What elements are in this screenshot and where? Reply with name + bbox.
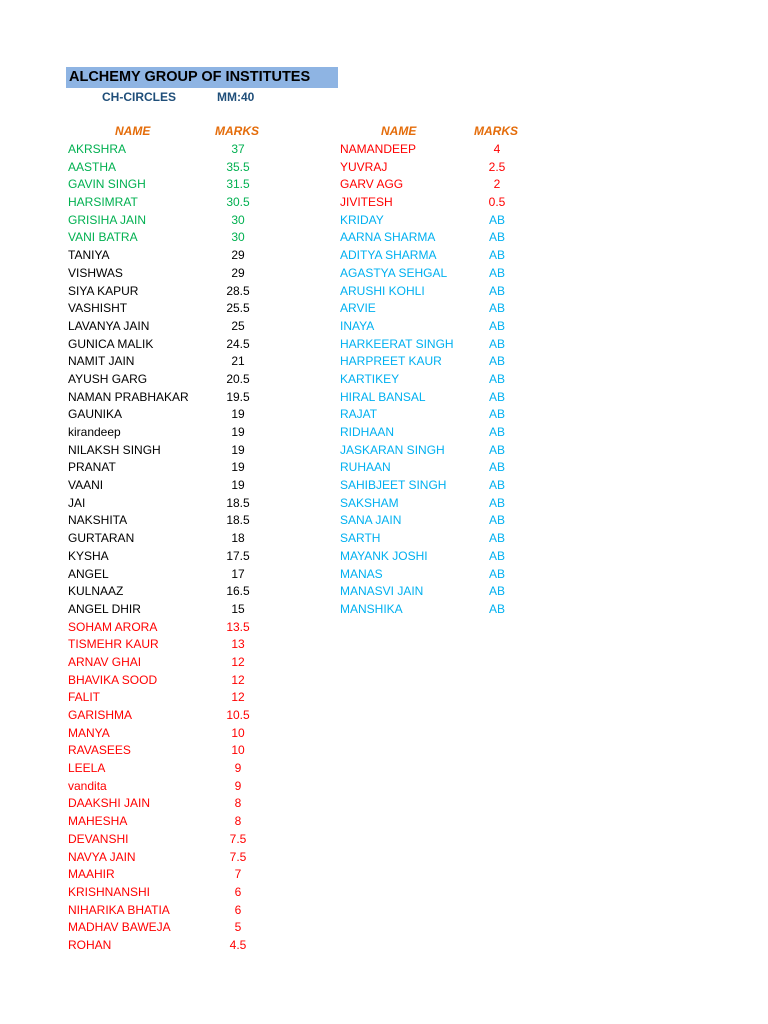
student-marks: AB xyxy=(488,336,505,351)
student-marks: 28.5 xyxy=(226,283,250,298)
student-name: ADITYA SHARMA xyxy=(340,248,437,263)
student-name: JIVITESH xyxy=(340,195,393,210)
student-marks: AB xyxy=(488,248,505,263)
student-marks: 4 xyxy=(493,142,501,156)
student-name: SANA JAIN xyxy=(340,513,402,528)
student-marks: 19 xyxy=(231,460,245,475)
student-name: MANAS xyxy=(340,566,383,581)
table-row xyxy=(68,566,268,584)
table-row xyxy=(68,159,268,177)
student-name: ROHAN xyxy=(68,937,112,952)
student-marks: 35.5 xyxy=(226,159,250,174)
student-name: TANIYA xyxy=(68,248,110,263)
table-row xyxy=(68,530,268,548)
table-row xyxy=(340,283,530,301)
student-name: SOHAM ARORA xyxy=(68,619,158,634)
student-marks: AB xyxy=(488,407,505,422)
student-marks: AB xyxy=(488,389,505,404)
table-row xyxy=(68,689,268,707)
student-marks: 2 xyxy=(493,177,501,192)
student-marks: 8 xyxy=(234,796,242,811)
student-name: PRANAT xyxy=(68,460,116,475)
student-name: KARTIKEY xyxy=(340,371,400,386)
student-name: LAVANYA JAIN xyxy=(68,318,150,333)
student-name: AKRSHRA xyxy=(68,142,127,156)
table-row xyxy=(68,601,268,619)
student-marks: 30.5 xyxy=(226,195,250,210)
table-row xyxy=(340,442,530,460)
student-marks: AB xyxy=(488,478,505,493)
student-marks: 12 xyxy=(231,672,245,687)
student-name: NAMANDEEP xyxy=(340,142,417,156)
student-name: GAUNIKA xyxy=(68,407,123,422)
table-row xyxy=(340,141,530,159)
student-name: GRISIHA JAIN xyxy=(68,212,147,227)
table-row xyxy=(68,583,268,601)
table-row xyxy=(340,530,530,548)
student-name: RAVASEES xyxy=(68,743,131,758)
table-row xyxy=(68,636,268,654)
student-marks: 25 xyxy=(231,318,245,333)
left-name-header: NAME xyxy=(115,124,151,138)
student-name: RUHAAN xyxy=(340,460,391,475)
student-marks: 18.5 xyxy=(226,495,250,510)
table-row xyxy=(340,229,530,247)
student-marks: 18.5 xyxy=(226,513,250,528)
student-marks: AB xyxy=(488,601,505,616)
table-row xyxy=(68,672,268,690)
student-marks: AB xyxy=(488,371,505,386)
left-marks-header: MARKS xyxy=(215,124,259,138)
table-row xyxy=(68,336,268,354)
table-row xyxy=(340,459,530,477)
student-name: VAANI xyxy=(68,478,104,493)
student-marks: AB xyxy=(488,513,505,528)
table-row xyxy=(340,159,530,177)
table-row xyxy=(340,583,530,601)
student-marks: AB xyxy=(488,230,505,245)
student-name: NAMAN PRABHAKAR xyxy=(68,389,189,404)
table-row xyxy=(68,725,268,743)
student-marks: 10.5 xyxy=(226,708,250,722)
left-results-list xyxy=(68,141,268,955)
student-name: JAI xyxy=(68,495,86,510)
student-marks: 6 xyxy=(234,884,242,899)
student-name: SARTH xyxy=(340,531,381,546)
table-row xyxy=(68,742,268,760)
student-name: RIDHAAN xyxy=(340,425,395,439)
student-name: NAVYA JAIN xyxy=(68,849,136,864)
student-marks: 17.5 xyxy=(226,548,250,563)
table-row xyxy=(68,353,268,371)
table-row xyxy=(340,265,530,283)
student-name: ARUSHI KOHLI xyxy=(340,283,425,298)
student-marks: 15 xyxy=(231,601,245,616)
student-marks: 19 xyxy=(231,407,245,422)
student-marks: AB xyxy=(488,460,505,475)
student-marks: AB xyxy=(488,425,505,439)
student-name: KRISHNANSHI xyxy=(68,884,151,899)
table-row xyxy=(340,336,530,354)
student-name: ANGEL xyxy=(68,566,109,581)
student-name: GAVIN SINGH xyxy=(68,177,146,192)
student-name: VISHWAS xyxy=(68,265,123,280)
table-row xyxy=(68,654,268,672)
student-name: AGASTYA SEHGAL xyxy=(340,265,448,280)
table-row xyxy=(68,813,268,831)
student-marks: AB xyxy=(488,283,505,298)
student-marks: 6 xyxy=(234,902,242,917)
student-marks: 10 xyxy=(231,743,245,758)
student-marks: 12 xyxy=(231,654,245,669)
student-marks: 19 xyxy=(231,442,245,457)
student-name: HARPREET KAUR xyxy=(340,354,442,369)
student-marks: 18 xyxy=(231,531,245,546)
table-row xyxy=(340,566,530,584)
student-marks: 17 xyxy=(231,566,245,581)
student-name: MANYA xyxy=(68,725,110,740)
student-marks: 25.5 xyxy=(226,301,250,316)
table-row xyxy=(68,459,268,477)
table-row xyxy=(68,371,268,389)
student-name: SAKSHAM xyxy=(340,495,399,510)
student-marks: 13.5 xyxy=(226,619,250,634)
table-row xyxy=(340,389,530,407)
student-marks: 31.5 xyxy=(226,177,250,192)
table-row xyxy=(68,300,268,318)
table-row xyxy=(68,283,268,301)
student-marks: 12 xyxy=(231,690,245,705)
table-row xyxy=(68,477,268,495)
student-marks: AB xyxy=(488,584,505,599)
student-marks: 9 xyxy=(234,778,242,793)
table-row xyxy=(68,919,268,937)
chapter-label: CH-CIRCLES xyxy=(102,90,176,104)
max-marks-label: MM:40 xyxy=(217,90,255,104)
table-row xyxy=(340,318,530,336)
student-name: kirandeep xyxy=(68,425,121,439)
table-row xyxy=(340,194,530,212)
table-row xyxy=(68,194,268,212)
student-marks: 19 xyxy=(231,425,245,439)
table-row xyxy=(340,601,530,619)
table-row xyxy=(340,406,530,424)
student-marks: AB xyxy=(488,301,505,316)
student-name: KYSHA xyxy=(68,548,109,563)
student-marks: 30 xyxy=(231,230,245,245)
student-name: MAHESHA xyxy=(68,814,128,829)
student-marks: 29 xyxy=(231,265,245,280)
table-row xyxy=(68,512,268,530)
student-marks: AB xyxy=(488,548,505,563)
student-marks: 8 xyxy=(234,814,242,829)
student-name: DEVANSHI xyxy=(68,831,129,846)
student-marks: 19 xyxy=(231,478,245,493)
student-marks: AB xyxy=(488,318,505,333)
student-name: HIRAL BANSAL xyxy=(340,389,426,404)
student-marks: 5 xyxy=(234,920,242,935)
table-row xyxy=(68,212,268,230)
student-name: NIHARIKA BHATIA xyxy=(68,902,170,917)
student-name: JASKARAN SINGH xyxy=(340,442,445,457)
table-row xyxy=(340,548,530,566)
table-row xyxy=(340,300,530,318)
table-row xyxy=(340,212,530,230)
student-name: KULNAAZ xyxy=(68,584,124,599)
student-marks: AB xyxy=(488,442,505,457)
right-marks-header: MARKS xyxy=(474,124,518,138)
table-row xyxy=(68,619,268,637)
student-name: GARISHMA xyxy=(68,708,133,722)
student-name: HARKEERAT SINGH xyxy=(340,336,454,351)
student-name: GUNICA MALIK xyxy=(68,336,154,351)
student-name: MANASVI JAIN xyxy=(340,584,424,599)
table-row xyxy=(68,265,268,283)
table-row xyxy=(340,512,530,530)
student-name: MAYANK JOSHI xyxy=(340,548,428,563)
student-marks: 7.5 xyxy=(229,831,247,846)
table-row xyxy=(68,318,268,336)
table-row xyxy=(68,795,268,813)
student-name: vandita xyxy=(68,778,107,793)
student-name: VASHISHT xyxy=(68,301,128,316)
table-row xyxy=(68,937,268,955)
student-name: MANSHIKA xyxy=(340,601,403,616)
student-marks: 21 xyxy=(231,354,245,369)
table-row xyxy=(68,424,268,442)
table-row xyxy=(340,247,530,265)
student-marks: AB xyxy=(488,495,505,510)
student-marks: AB xyxy=(488,531,505,546)
student-marks: 16.5 xyxy=(226,584,250,599)
student-marks: AB xyxy=(488,265,505,280)
student-marks: 30 xyxy=(231,212,245,227)
student-marks: 29 xyxy=(231,248,245,263)
student-name: ARVIE xyxy=(340,301,376,316)
student-name: MADHAV BAWEJA xyxy=(68,920,171,935)
student-name: MAAHIR xyxy=(68,867,115,882)
student-name: RAJAT xyxy=(340,407,378,422)
student-name: INAYA xyxy=(340,318,375,333)
table-row xyxy=(68,406,268,424)
student-name: NILAKSH SINGH xyxy=(68,442,161,457)
student-name: ARNAV GHAI xyxy=(68,654,142,669)
student-marks: 2.5 xyxy=(488,159,506,174)
student-marks: 37 xyxy=(231,142,245,156)
table-row xyxy=(68,778,268,796)
student-marks: 20.5 xyxy=(226,371,250,386)
table-row xyxy=(68,831,268,849)
student-name: KRIDAY xyxy=(340,212,384,227)
student-marks: 7 xyxy=(234,867,242,882)
student-name: SAHIBJEET SINGH xyxy=(340,478,447,493)
table-row xyxy=(340,424,530,442)
table-row xyxy=(68,229,268,247)
student-name: TISMEHR KAUR xyxy=(68,637,159,652)
student-name: AYUSH GARG xyxy=(68,371,148,386)
student-marks: 7.5 xyxy=(229,849,247,864)
table-row xyxy=(340,371,530,389)
student-name: GARV AGG xyxy=(340,177,404,192)
student-marks: 24.5 xyxy=(226,336,250,351)
student-marks: AB xyxy=(488,566,505,581)
table-row xyxy=(68,548,268,566)
student-marks: 19.5 xyxy=(226,389,250,404)
table-row xyxy=(68,902,268,920)
student-name: SIYA KAPUR xyxy=(68,283,139,298)
student-name: FALIT xyxy=(68,690,101,705)
table-row xyxy=(340,495,530,513)
table-row xyxy=(68,389,268,407)
table-row xyxy=(340,477,530,495)
table-row xyxy=(340,353,530,371)
student-name: AARNA SHARMA xyxy=(340,230,436,245)
student-name: BHAVIKA SOOD xyxy=(68,672,158,687)
student-name: NAKSHITA xyxy=(68,513,128,528)
table-row xyxy=(68,849,268,867)
student-marks: 10 xyxy=(231,725,245,740)
table-row xyxy=(68,176,268,194)
student-name: ANGEL DHIR xyxy=(68,601,141,616)
right-results-list xyxy=(340,141,530,619)
student-name: AASTHA xyxy=(68,159,117,174)
table-row xyxy=(68,442,268,460)
student-marks: AB xyxy=(488,354,505,369)
student-name: HARSIMRAT xyxy=(68,195,138,210)
student-marks: 4.5 xyxy=(229,937,247,952)
table-row xyxy=(68,707,268,725)
student-marks: 13 xyxy=(231,637,245,652)
sheet-title: ALCHEMY GROUP OF INSTITUTES xyxy=(66,67,338,88)
table-row xyxy=(68,884,268,902)
right-name-header: NAME xyxy=(381,124,417,138)
student-name: VANI BATRA xyxy=(68,230,138,245)
table-row xyxy=(340,176,530,194)
student-name: GURTARAN xyxy=(68,531,135,546)
student-name: YUVRAJ xyxy=(340,159,388,174)
student-name: LEELA xyxy=(68,761,106,776)
table-row xyxy=(68,247,268,265)
student-marks: AB xyxy=(488,212,505,227)
student-name: NAMIT JAIN xyxy=(68,354,135,369)
student-name: DAAKSHI JAIN xyxy=(68,796,151,811)
table-row xyxy=(68,866,268,884)
table-row xyxy=(68,760,268,778)
table-row xyxy=(68,141,268,159)
student-marks: 9 xyxy=(234,761,242,776)
student-marks: 0.5 xyxy=(488,195,506,210)
table-row xyxy=(68,495,268,513)
